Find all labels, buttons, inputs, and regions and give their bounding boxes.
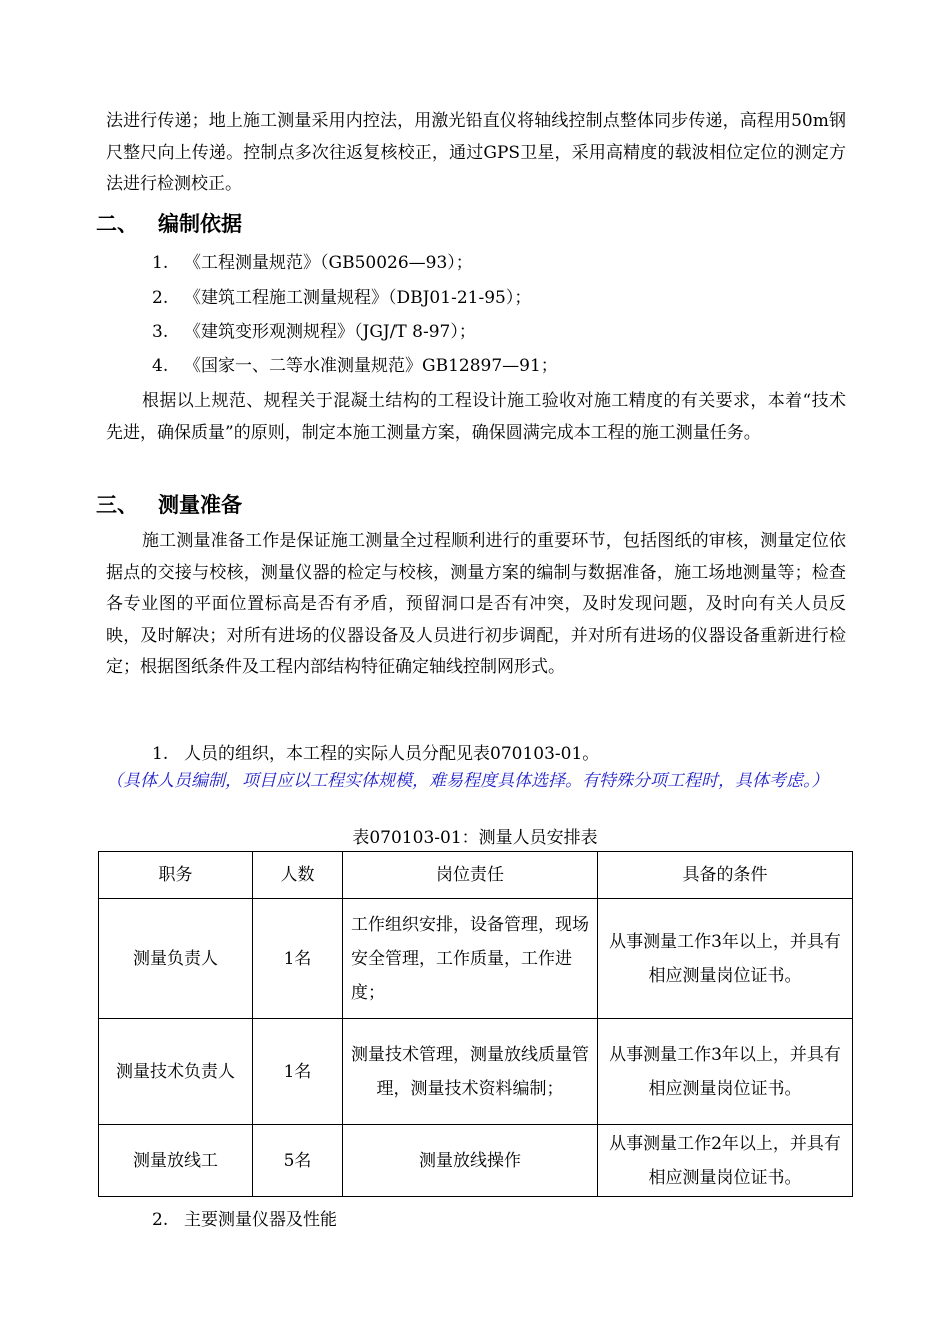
table-cell: 工作组织安排，设备管理，现场安全管理，工作质量，工作进度； [343,899,598,1019]
table-cell: 从事测量工作2年以上，并具有相应测量岗位证书。 [598,1125,853,1197]
section-heading-basis [96,209,242,239]
table-cell: 测量技术管理，测量放线质量管理，测量技术资料编制； [343,1019,598,1125]
preparation-paragraph: 施工测量准备工作是保证施工测量全过程顺利进行的重要环节，包括图纸的审核，测量定位依据点的交接与校核，测量仪器的检定与校核，测量方案的编制与数据准备，施工场地测量等；检查各专业图的平面位置标高是否有矛盾，预留洞口是否有冲突，及时发现问题，及时向有关人员反映，及时解决；对所有进场的仪器设备及人员进行初步调配，并对所有进场的仪器设备重新进行检定；根据图纸条件及工程内部结构特征确定轴线控制网形式。 [106,531,846,677]
table-cell: 从事测量工作3年以上，并具有相应测量岗位证书。 [598,899,853,1019]
table-row [99,899,853,1019]
intro-paragraph: 法进行传递；地上施工测量采用内控法，用激光铅直仪将轴线控制点整体同步传递，高程用50m钢尺整尺向上传递。控制点多次往返复核校正，通过GPS卫星，采用高精度的载波相位定位的测定方法进行检测校正。 [106,111,846,194]
list-item [152,251,473,275]
table-row [99,1019,853,1125]
list-text: 《建筑工程施工测量规程》（DBJ01-21-95）； [184,288,532,308]
list-item [152,320,476,344]
basis-paragraph: 根据以上规范、规程关于混凝土结构的工程设计施工验收对施工精度的有关要求，本着“技术先进，确保质量”的原则，制定本施工测量方案，确保圆满完成本工程的施工测量任务。 [106,391,846,443]
list-text: 主要测量仪器及性能 [184,1210,337,1230]
list-number: 1. [152,744,169,764]
list-text: 《国家一、二等水准测量规范》GB12897—91； [184,356,558,376]
list-text: 《建筑变形观测规程》（JGJ/T 8-97）； [184,322,476,342]
table-cell: 从事测量工作3年以上，并具有相应测量岗位证书。 [598,1019,853,1125]
list-item [152,1208,337,1232]
column-header: 具备的条件 [598,852,853,899]
column-header: 职务 [99,852,253,899]
table-cell: 1名 [253,899,343,1019]
list-number: 2. [152,288,169,308]
list-text: 人员的组织，本工程的实际人员分配见表070103-01。 [184,744,600,764]
column-header: 岗位责任 [343,852,598,899]
list-item [152,354,558,378]
table-cell: 测量技术负责人 [99,1019,253,1125]
staff-table [98,851,853,1197]
table-cell: 5名 [253,1125,343,1197]
list-number: 4. [152,356,169,376]
section-number: 二、 [96,212,138,236]
list-number: 2. [152,1210,169,1230]
list-number: 3. [152,322,169,342]
table-cell: 测量放线操作 [343,1125,598,1197]
staffing-note: （具体人员编制，项目应以工程实体规模，难易程度具体选择。有特殊分项工程时，具体考虑。） [106,771,829,791]
section-heading-preparation [96,490,242,520]
section-title: 编制依据 [158,212,242,236]
list-text: 《工程测量规范》（GB50026—93）； [184,253,473,273]
list-number: 1. [152,253,169,273]
section-number: 三、 [96,493,138,517]
table-cell: 测量放线工 [99,1125,253,1197]
table-header-row [99,852,853,899]
table-row [99,1125,853,1197]
section-title: 测量准备 [158,493,242,517]
table-cell: 1名 [253,1019,343,1125]
list-item [152,742,599,766]
column-header: 人数 [253,852,343,899]
list-item [152,286,531,310]
table-cell: 测量负责人 [99,899,253,1019]
table-caption: 表070103-01：测量人员安排表 [352,828,598,848]
